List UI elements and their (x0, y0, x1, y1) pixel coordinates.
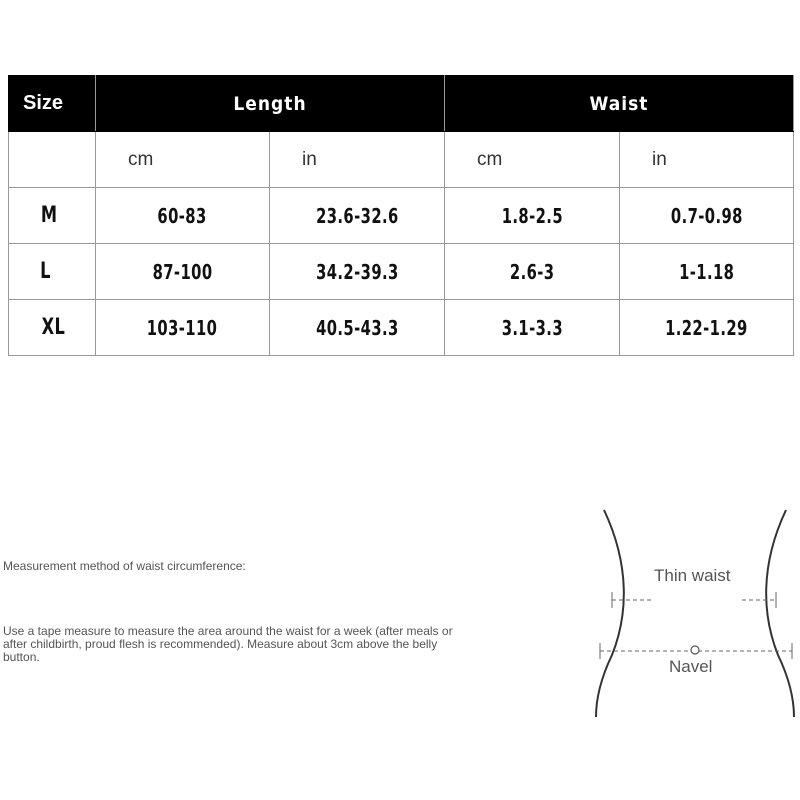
length-cm-cell (96, 300, 270, 356)
method-heading: Measurement method of waist circumference: (3, 559, 246, 573)
length-in-value: 34.2-39.3 (315, 259, 399, 284)
torso-outline-figure (590, 505, 800, 720)
measurement-method-text (3, 560, 473, 664)
waist-in-cell (620, 300, 794, 356)
table-header-row (9, 76, 794, 132)
waist-cm-value: 2.6-3 (509, 259, 555, 284)
unit-cell: cm (445, 132, 620, 188)
table-row (9, 244, 794, 300)
unit-cell: in (270, 132, 445, 188)
length-cm-cell (96, 244, 270, 300)
navel-label: Navel (669, 657, 713, 676)
size-chart-table (8, 75, 794, 356)
method-body: Use a tape measure to measure the area around the waist for a week (after meals or after childbirth, proud flesh is recommended). Measure about 3cm above the belly button. (3, 624, 453, 664)
table-row (9, 300, 794, 356)
waist-in-value: 0.7-0.98 (670, 203, 743, 228)
waist-diagram (590, 505, 800, 720)
thin-waist-label: Thin waist (654, 566, 731, 585)
size-cell (9, 300, 96, 356)
waist-in-cell (620, 188, 794, 244)
waist-cm-cell (445, 188, 620, 244)
size-cell (9, 244, 96, 300)
length-in-value: 40.5-43.3 (315, 315, 399, 340)
waist-in-value: 1.22-1.29 (665, 315, 748, 340)
size-cell (9, 188, 96, 244)
torso-left-outline (596, 510, 624, 717)
size-header: Size (9, 76, 96, 132)
length-cm-value: 103-110 (147, 315, 218, 340)
torso-right-outline (766, 510, 794, 717)
length-in-cell (270, 300, 445, 356)
unit-cell: cm (96, 132, 270, 188)
units-row (9, 132, 794, 188)
waist-in-cell (620, 244, 794, 300)
waist-cm-value: 3.1-3.3 (501, 315, 563, 340)
length-header: Length (96, 76, 445, 132)
length-cm-value: 60-83 (157, 203, 208, 228)
size-value: M (40, 203, 58, 228)
waist-cm-value: 1.8-2.5 (501, 203, 563, 228)
length-in-cell (270, 188, 445, 244)
length-in-value: 23.6-32.6 (315, 203, 399, 228)
table-row (9, 188, 794, 244)
navel-marker-icon (691, 646, 699, 654)
waist-header: Waist (445, 76, 794, 132)
unit-cell (9, 132, 96, 188)
waist-in-value: 1-1.18 (678, 259, 735, 284)
size-value: XL (41, 315, 66, 340)
length-in-cell (270, 244, 445, 300)
length-cm-cell (96, 188, 270, 244)
waist-cm-cell (445, 300, 620, 356)
length-cm-value: 87-100 (152, 259, 213, 284)
size-value: L (40, 259, 51, 284)
unit-cell: in (620, 132, 794, 188)
waist-cm-cell (445, 244, 620, 300)
